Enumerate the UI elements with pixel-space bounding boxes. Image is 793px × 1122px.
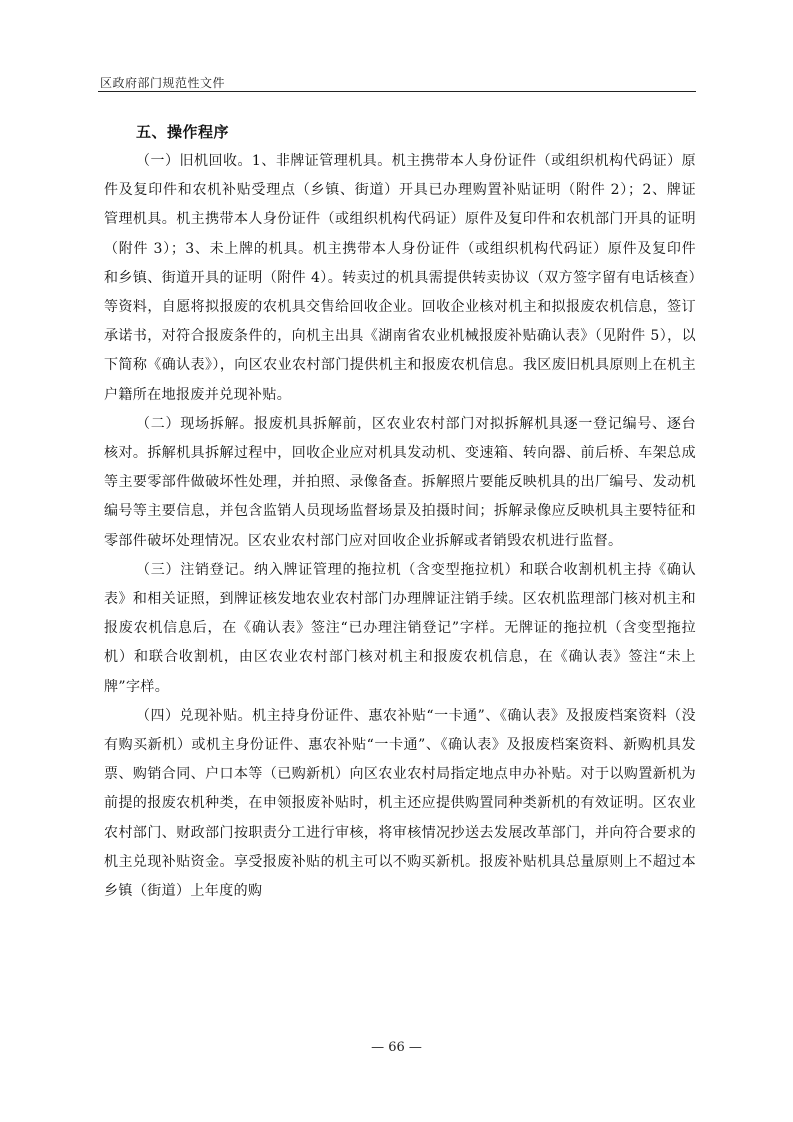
document-body [104, 118, 696, 906]
paragraph-onsite-dismantling: （二）现场拆解。报废机具拆解前，区农业农村部门对拟拆解机具逐一登记编号、逐台核对。拆解机具拆解过程中，回收企业应对机具发动机、变速箱、转向器、前后桥、车架总成等主要零部件做破坏性处理，并拍照、录像备查。拆解照片要能反映机具的出厂编号、发动机编号等主要信息，并包含监销人员现场监督场景及拍摄时间；拆解录像应反映机具主要特征和零部件破坏处理情况。区农业农村部门应对回收企业拆解或者销毁农机进行监督。 [104, 415, 696, 549]
section-heading: 五、操作程序 [136, 123, 230, 141]
paragraph-deregistration: （三）注销登记。纳入牌证管理的拖拉机（含变型拖拉机）和联合收割机机主持《确认表》和相关证照，到牌证核发地农业农村部门办理牌证注销手续。区农机监理部门核对机主和报废农机信息后，在《确认表》签注“已办理注销登记”字样。无牌证的拖拉机（含变型拖拉机）和联合收割机，由区农业农村部门核对机主和报废农机信息，在《确认表》签注“未上牌”字样。 [104, 561, 696, 695]
page-number: — 66 — [371, 1040, 422, 1055]
running-header: 区政府部门规范性文件 [100, 76, 226, 90]
paragraph-subsidy-payment: （四）兑现补贴。机主持身份证件、惠农补贴“一卡通”、《确认表》及报废档案资料（没有购买新机）或机主身份证件、惠农补贴“一卡通”、《确认表》及报废档案资料、新购机具发票、购销合同、户口本等（已购新机）向区农业农村局指定地点申办补贴。对于以购置新机为前提的报废农机种类，在申领报废补贴时，机主还应提供购置同种类新机的有效证明。区农业农村部门、财政部门按职责分工进行审核，将审核情况抄送去发展改革部门，并向符合要求的机主兑现补贴资金。享受报废补贴的机主可以不购买新机。报废补贴机具总量原则上不超过本乡镇（街道）上年度的购 [104, 707, 696, 900]
paragraph-old-machine-recovery: （一）旧机回收。1、非牌证管理机具。机主携带本人身份证件（或组织机构代码证）原件及复印件和农机补贴受理点（乡镇、街道）开具已办理购置补贴证明（附件 2）；2、牌证管理机具。机主携带本人身份证件（或组织机构代码证）原件及复印件和农机部门开具的证明（附件 3）；3、未上牌的机具。机主携带本人身份证件（或组织机构代码证）原件及复印件和乡镇、街道开具的证明（附件 4）。转卖过的机具需提供转卖协议（双方签字留有电话核查）等资料，自愿将拟报废的农机具交售给回收企业。回收企业核对机主和拟报废农机信息，签订承诺书，对符合报废条件的，向机主出具《湖南省农业机械报废补贴确认表》（见附件 5），以下简称《确认表》），向区农业农村部门提供机主和报废农机信息。我区废旧机具原则上在机主户籍所在地报废并兑现补贴。 [104, 153, 696, 403]
header-divider [98, 91, 696, 92]
